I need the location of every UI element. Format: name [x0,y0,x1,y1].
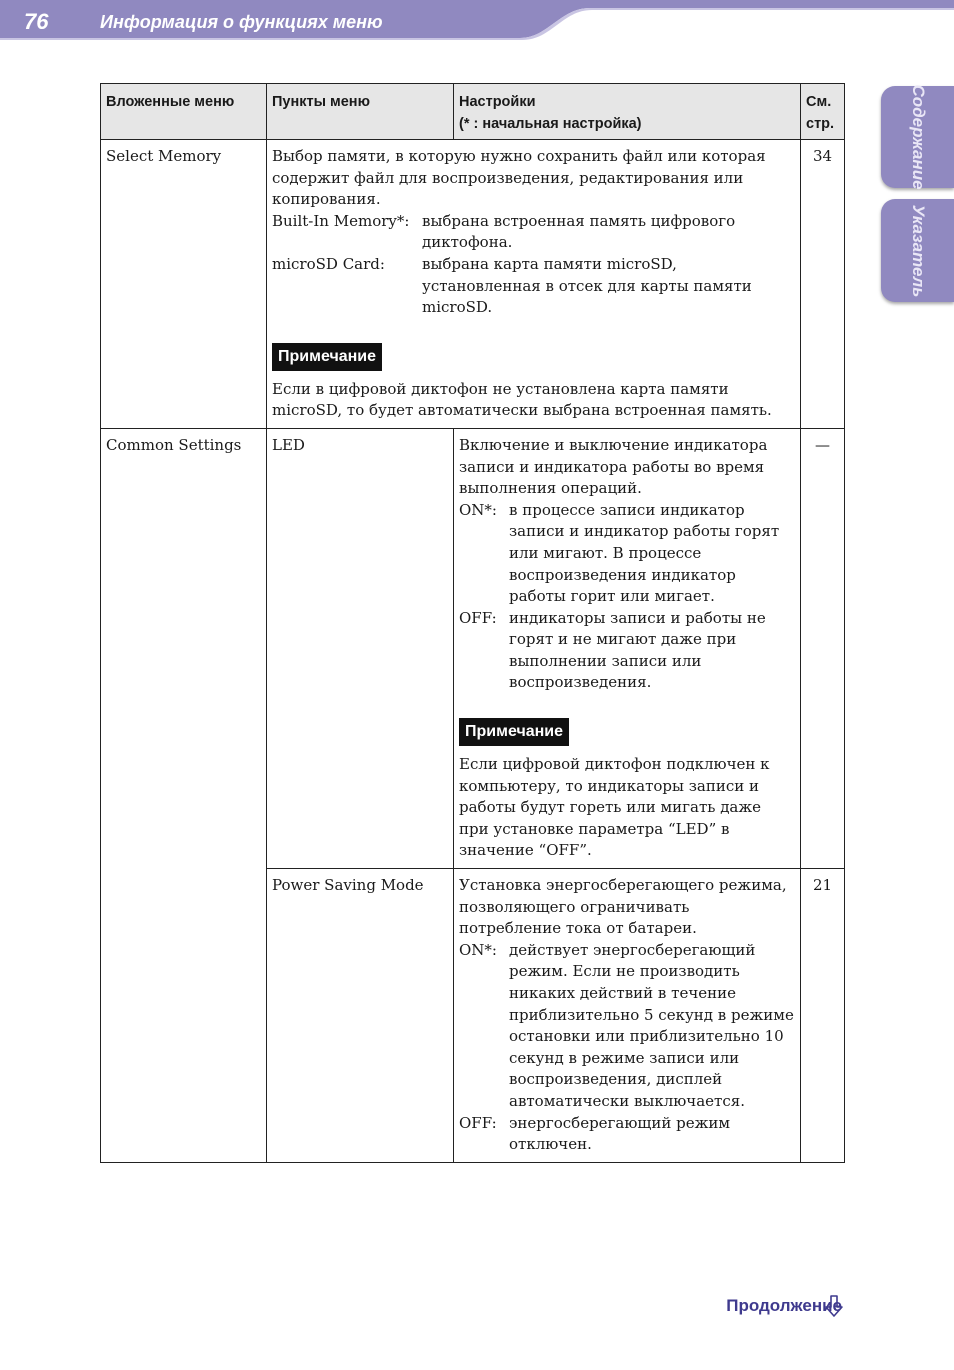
table-row [101,140,845,429]
arrow-down-icon [824,1294,844,1318]
ref-page: 34 [801,140,845,429]
page-number: 76 [24,9,49,34]
ref-page: 21 [801,869,845,1163]
continue-link[interactable]: Продолжение [726,1296,842,1315]
power-saving-settings [454,869,801,1163]
tab-contents[interactable] [881,86,954,188]
header-submenu: Вложенные меню [101,84,267,140]
tab-contents-label: Содержание [908,84,928,190]
note-text: Если в цифровой диктофон не установлена карта памяти microSD, то будет автоматически выбрана встроенная память. [272,379,772,420]
ref-page: — [801,428,845,868]
option-row: Built-In Memory*: выбрана встроенная память цифрового диктофона. [272,211,736,252]
option-row: ON*: в процессе записи индикатор записи и индикатор работы горят или мигают. В процессе воспроизведения индикатор работы горит или мигает. [459,500,780,606]
submenu-select-memory: Select Memory [101,140,267,429]
select-memory-settings [267,140,801,429]
option-row: OFF: энергосберегающий режим отключен. [459,1113,731,1154]
note-label: Примечание [272,343,382,371]
table-row [101,428,845,868]
note-text: Если цифровой диктофон подключен к компьютеру, то индикаторы записи и работы будут гореть или мигать даже при установке параметра “LED” в значение “OFF”. [459,755,770,860]
select-memory-description: Выбор памяти, в которую нужно сохранить файл или которая содержит файл для воспроизведения, редактирования или копирования. [272,147,766,209]
header-items: Пункты меню [267,84,454,140]
tab-index[interactable] [881,199,954,302]
table-header-row [101,84,845,140]
item-led: LED [267,428,454,868]
power-saving-description: Установка энергосберегающего режима, позволяющего ограничивать потребление тока от батареи. [459,876,787,938]
menu-table [100,83,845,1163]
led-settings [454,428,801,868]
option-row: ON*: действует энергосберегающий режим. Если не производить никаких действий в течение приблизительно 5 секунд в режиме остановки или приблизительно 10 секунд в режиме записи или воспроизведения, дисплей автоматически выключается. [459,940,794,1110]
submenu-common-settings: Common Settings [101,428,267,1162]
header-ref: См. стр. [801,84,845,140]
option-row: microSD Card: выбрана карта памяти microSD, установленная в отсек для карты памяти microSD. [272,254,752,317]
note-label: Примечание [459,718,569,746]
led-description: Включение и выключение индикатора записи и индикатора работы во время выполнения операций. [459,435,768,498]
item-power-saving: Power Saving Mode [267,869,454,1163]
header-settings: Настройки (* : начальная настройка) [454,84,801,140]
option-row: OFF: индикаторы записи и работы не горят и не мигают даже при выполнении записи или воспроизведения. [459,608,766,692]
tab-index-label: Указатель [908,204,928,297]
section-title: Информация о функциях меню [100,12,383,32]
